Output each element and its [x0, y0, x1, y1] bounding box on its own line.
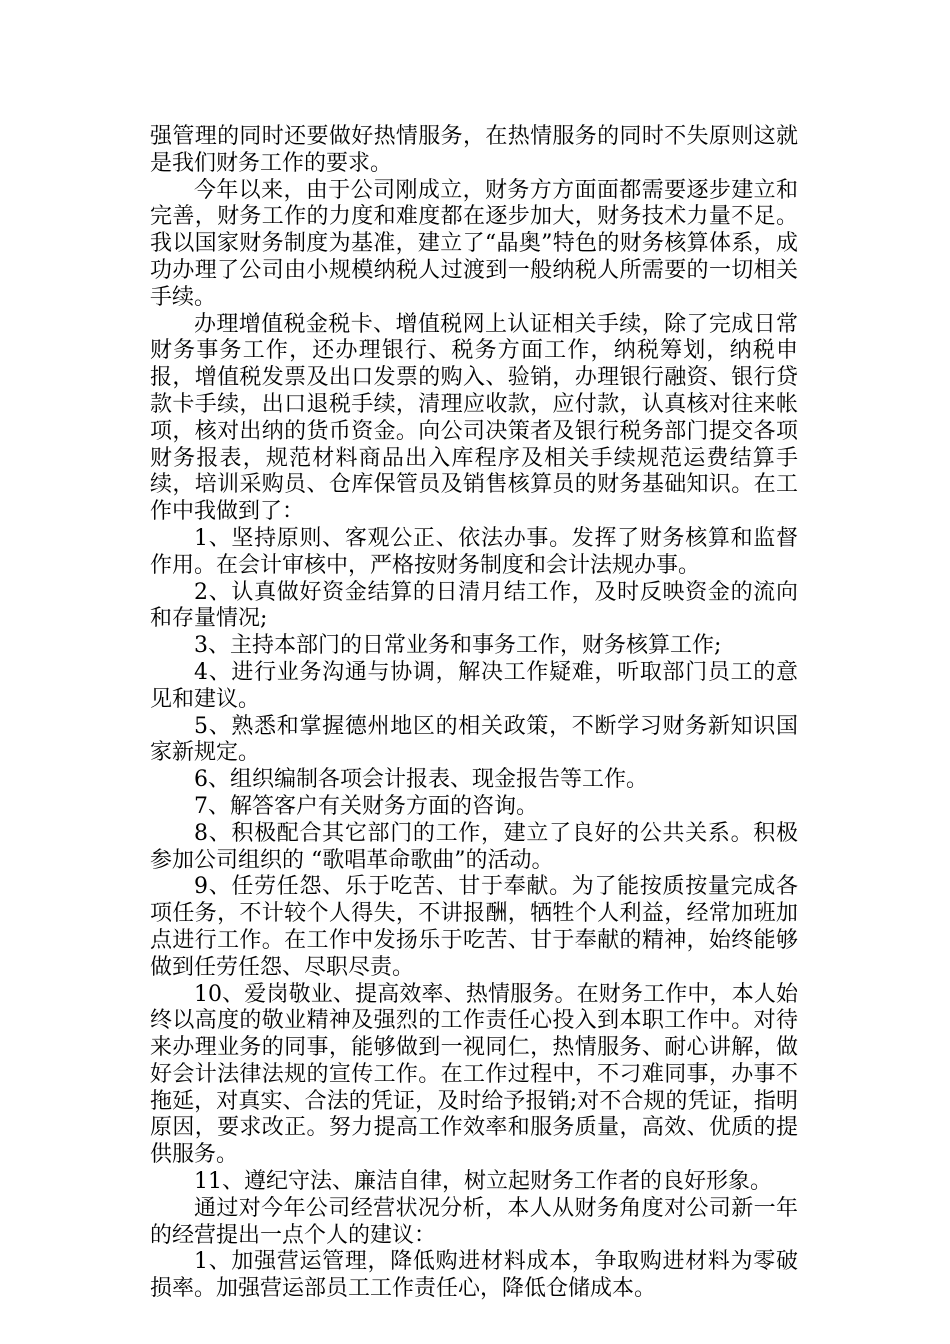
document-page: [150, 124, 798, 1303]
list-item-6: 6、组织编制各项会计报表、现金报告等工作。: [194, 767, 648, 793]
list-item-8: 8、积极配合其它部门的工作，建立了良好的公共关系。积极参加公司组织的 “歌唱革命歌曲”的活动。: [150, 820, 798, 873]
list-item-2: 2、认真做好资金结算的日清月结工作，及时反映资金的流向和存量情况;: [150, 579, 798, 632]
list-item-10: 10、爱岗敬业、提高效率、热情服务。在财务工作中，本人始终以高度的敬业精神及强烈的工作责任心投入到本职工作中。对待来办理业务的同事，能够做到一视同仁，热情服务、耐心讲解，做好会计法律法规的宣传工作。在工作过程中，不刁难同事，办事不拖延，对真实、合法的凭证，及时给予报销;对不合规的凭证，指明原因，要求改正。努力提高工作效率和服务质量，高效、优质的提供服务。: [150, 981, 798, 1168]
list-item-4: 4、进行业务沟通与协调，解决工作疑难，听取部门员工的意见和建议。: [150, 659, 798, 712]
list-item-1: 1、坚持原则、客观公正、依法办事。发挥了财务核算和监督作用。在会计审核中，严格按财务制度和会计法规办事。: [150, 525, 798, 578]
list-item-9: 9、任劳任怨、乐于吃苦、甘于奉献。为了能按质按量完成各项任务，不计较个人得失，不讲报酬，牺牲个人利益，经常加班加点进行工作。在工作中发扬乐于吃苦、甘于奉献的精神，始终能够做到任劳任怨、尽职尽责。: [150, 874, 798, 980]
paragraph-suggestions-intro: 通过对今年公司经营状况分析，本人从财务角度对公司新一年的经营提出一点个人的建议：: [150, 1195, 798, 1248]
list-item-7: 7、解答客户有关财务方面的咨询。: [194, 793, 538, 819]
paragraph-1: 强管理的同时还要做好热情服务，在热情服务的同时不失原则这就是我们财务工作的要求。: [150, 124, 798, 176]
list-item-11: 11、遵纪守法、廉洁自律，树立起财务工作者的良好形象。: [194, 1169, 772, 1195]
paragraph-2: 今年以来，由于公司刚成立，财务方方面面都需要逐步建立和完善，财务工作的力度和难度都在逐步加大，财务技术力量不足。我以国家财务制度为基准，建立了“晶奥”特色的财务核算体系，成功办理了公司由小规模纳税人过渡到一般纳税人所需要的一切相关手续。: [150, 177, 798, 310]
paragraph-3: 办理增值税金税卡、增值税网上认证相关手续，除了完成日常财务事务工作，还办理银行、税务方面工作，纳税筹划，纳税申报，增值税发票及出口发票的购入、验销，办理银行融资、银行贷款卡手续，出口退税手续，清理应收款，应付款，认真核对往来帐项，核对出纳的货币资金。向公司决策者及银行税务部门提交各项财务报表，规范材料商品出入库程序及相关手续规范运费结算手续，培训采购员、仓库保管员及销售核算员的财务基础知识。在工作中我做到了：: [150, 311, 798, 525]
suggestion-item-1: 1、加强营运管理，降低购进材料成本，争取购进材料为零破损率。加强营运部员工工作责任心，降低仓储成本。: [150, 1249, 798, 1302]
list-item-3: 3、主持本部门的日常业务和事务工作，财务核算工作;: [194, 633, 722, 659]
list-item-5: 5、熟悉和掌握德州地区的相关政策，不断学习财务新知识国家新规定。: [150, 713, 798, 766]
